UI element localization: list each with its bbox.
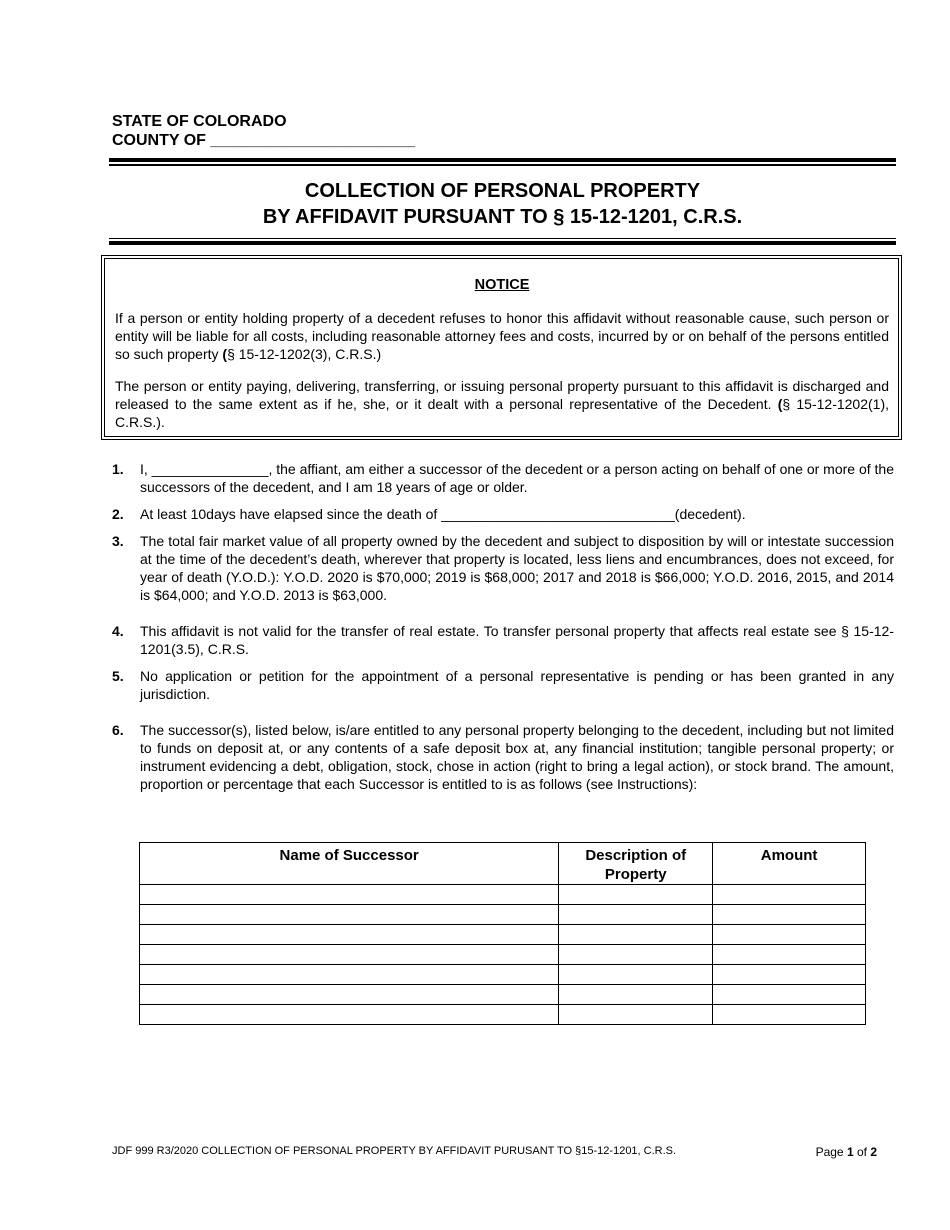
property-description-cell[interactable] — [559, 905, 713, 925]
form-identifier: JDF 999 R3/2020 COLLECTION OF PERSONAL PROPERTY BY AFFIDAVIT PURUSANT TO §15-12-1201, C.R.S. — [112, 1145, 677, 1157]
notice-paragraph-1-text: If a person or entity holding property of a decedent refuses to honor this affidavit without reasonable cause, such person or entity will be liable for all costs, including reasonable attorney fees and costs, incurred by or on behalf of the persons entitled so such property — [115, 310, 889, 362]
table-row — [140, 905, 866, 925]
table-row — [140, 1005, 866, 1025]
statement-1 — [112, 460, 894, 496]
notice-paragraph-1 — [115, 309, 889, 363]
notice-paragraph-1-paren: ( — [222, 346, 228, 362]
successor-name-cell[interactable] — [140, 885, 559, 905]
successor-name-cell[interactable] — [140, 905, 559, 925]
table-row — [140, 985, 866, 1005]
statement-text: This affidavit is not valid for the transfer of real estate. To transfer personal property that affects real estate see § 15-12-1201(3.5), C.R.S. — [140, 623, 894, 657]
statement-text[interactable]: I, _______________, the affiant, am either a successor of the decedent or a person acting on behalf of one or more of the successors of the decedent, and I am 18 years of age or older. — [140, 461, 894, 495]
page-number: 1 — [846, 1145, 854, 1159]
statement-text: The total fair market value of all property owned by the decedent and subject to disposition by will or intestate succession at the time of the decedent’s death, wherever that property is located, less liens and encumbrances, does not exceed, for year of death (Y.O.D.): Y.O.D. 2020 is $70,000; 2019 is $68,000; 2017 and 2018 is $66,000; Y.O.D. 2016, 2015, and 2014 is $64,000; and Y.O.D. 2013 is $63,000. — [140, 533, 894, 603]
statement-text: No application or petition for the appointment of a personal representative is pending or has been granted in any jurisdiction. — [140, 668, 894, 702]
amount-cell[interactable] — [713, 965, 866, 985]
property-description-cell[interactable] — [559, 965, 713, 985]
statement-text[interactable]: At least 10days have elapsed since the death of ______________________________(decedent). — [140, 506, 746, 522]
property-description-cell[interactable] — [559, 885, 713, 905]
notice-paragraph-2-paren: ( — [777, 396, 783, 412]
notice-paragraph-2-cite: § 15-12-1202(1), C.R.S.). — [115, 396, 889, 430]
amount-cell[interactable] — [713, 945, 866, 965]
statement-number: 6. — [112, 722, 124, 738]
column-header-amount: Amount — [713, 843, 866, 885]
statement-number: 3. — [112, 533, 124, 549]
statement-4 — [112, 622, 894, 658]
page-of: of — [853, 1145, 871, 1159]
successor-name-cell[interactable] — [140, 925, 559, 945]
property-description-cell[interactable] — [559, 1005, 713, 1025]
statement-3 — [112, 532, 894, 604]
statement-6 — [112, 721, 894, 793]
amount-cell[interactable] — [713, 985, 866, 1005]
successor-name-cell[interactable] — [140, 945, 559, 965]
statement-number: 4. — [112, 623, 124, 639]
amount-cell[interactable] — [713, 905, 866, 925]
county-field[interactable]: COUNTY OF _______________________ — [112, 132, 416, 149]
statement-2 — [112, 505, 894, 523]
statement-number: 1. — [112, 461, 124, 477]
notice-paragraph-2 — [115, 377, 889, 431]
property-description-cell[interactable] — [559, 925, 713, 945]
notice-paragraph-2-text: The person or entity paying, delivering, transferring, or issuing personal property pursuant to this affidavit is discharged and released to the same extent as if he, she, or it dealt with a personal representative of the Decedent. — [115, 378, 889, 412]
statement-number: 2. — [112, 506, 124, 522]
page-indicator — [816, 1145, 877, 1159]
amount-cell[interactable] — [713, 885, 866, 905]
property-description-cell[interactable] — [559, 945, 713, 965]
table-row — [140, 925, 866, 945]
notice-inner — [104, 258, 899, 437]
title-rule-top — [109, 158, 896, 162]
column-header-name: Name of Successor — [140, 843, 559, 885]
successor-name-cell[interactable] — [140, 985, 559, 1005]
table-row — [140, 885, 866, 905]
jurisdiction-header — [112, 112, 415, 150]
page-total: 2 — [870, 1145, 877, 1159]
successor-table — [139, 842, 866, 1025]
document-title — [109, 166, 896, 238]
table-header-row — [140, 843, 866, 885]
column-header-description: Description of Property — [559, 843, 713, 885]
successor-name-cell[interactable] — [140, 965, 559, 985]
statement-text: The successor(s), listed below, is/are entitled to any personal property belonging to the decedent, including but not limited to funds on deposit at, or any contents of a safe deposit box at, any financial institution; tangible personal property; or instrument evidencing a debt, obligation, stock, chose in action (right to bring a legal action), or stock brand. The amount, proportion or percentage that each Successor is entitled to is as follows (see Instructions): — [140, 722, 894, 792]
page-label: Page — [815, 1145, 847, 1159]
affidavit-statements — [112, 460, 894, 802]
property-description-cell[interactable] — [559, 985, 713, 1005]
title-rule-bottom — [109, 241, 896, 245]
statement-number: 5. — [112, 668, 124, 684]
notice-box — [101, 255, 902, 440]
title-line-2: BY AFFIDAVIT PURSUANT TO § 15-12-1201, C.R.S. — [262, 205, 743, 228]
state-label: STATE OF COLORADO — [112, 113, 287, 130]
amount-cell[interactable] — [713, 1005, 866, 1025]
notice-heading: NOTICE — [474, 277, 530, 293]
title-rule-bottom-thin — [109, 238, 896, 240]
amount-cell[interactable] — [713, 925, 866, 945]
statement-5 — [112, 667, 894, 703]
successor-name-cell[interactable] — [140, 1005, 559, 1025]
table-row — [140, 945, 866, 965]
title-line-1: COLLECTION OF PERSONAL PROPERTY — [304, 179, 701, 202]
page-footer — [112, 1145, 877, 1159]
title-block — [109, 158, 896, 245]
table-row — [140, 965, 866, 985]
notice-paragraph-1-cite: § 15-12-1202(3), C.R.S.) — [227, 346, 382, 362]
